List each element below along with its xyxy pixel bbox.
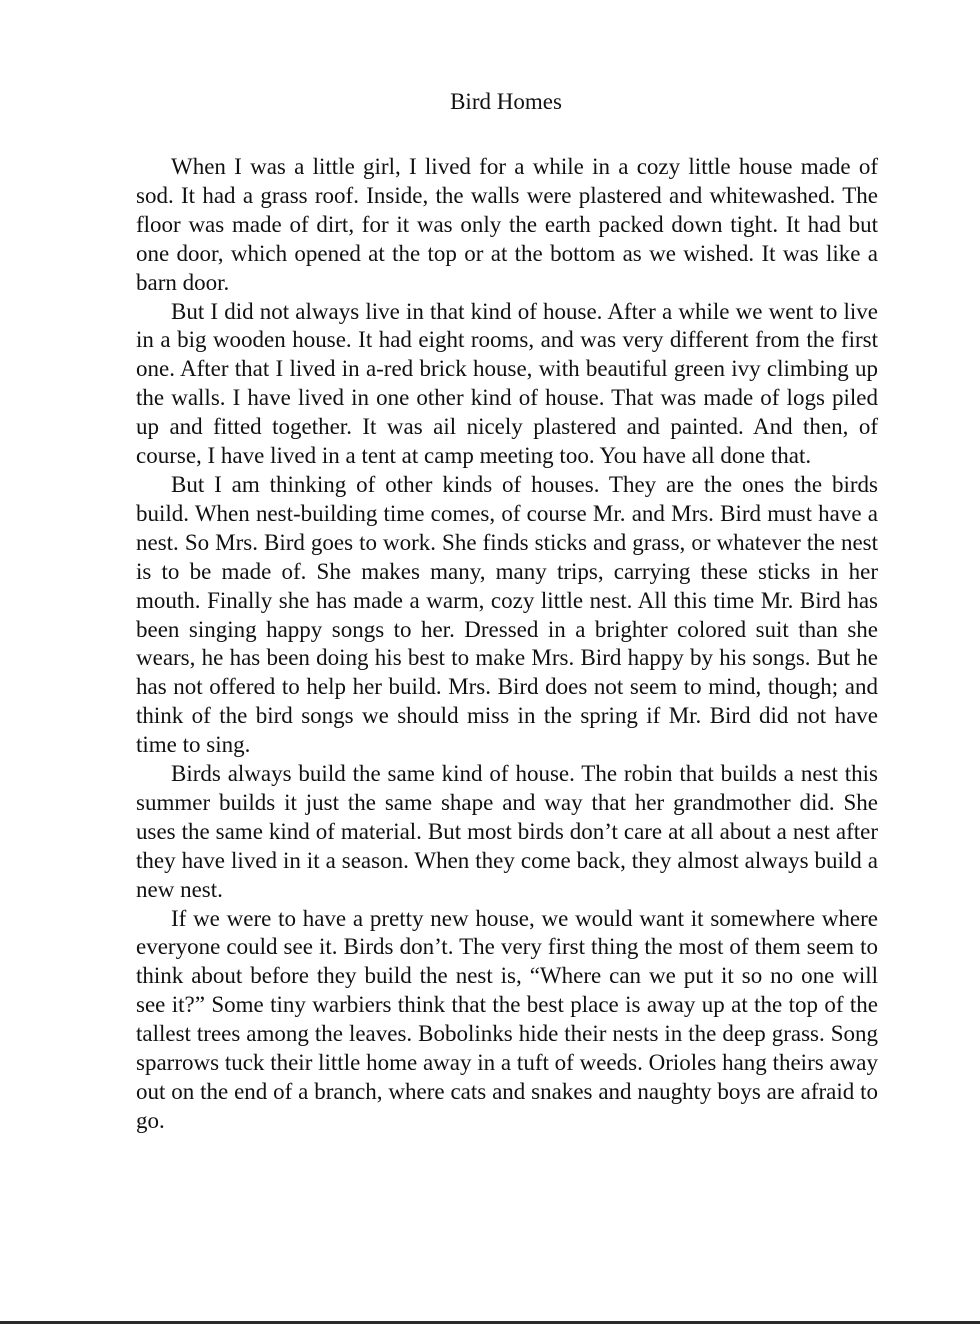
paragraph-3: But I am thinking of other kinds of houses. They are the ones the birds build. When nest-building time comes, of course Mr. and Mrs. Bird must have a nest. So Mrs. Bird goes to work. She finds sticks and grass, or whatever the nest is to be made of. She makes many, many trips, carrying these sticks in her mouth. Finally she has made a warm, cozy little nest. All this time Mr. Bird has been singing happy songs to her. Dressed in a brighter colored suit than she wears, he has been doing his best to make Mrs. Bird happy by his songs. But he has not offered to help her build. Mrs. Bird does not seem to mind, though; and think of the bird songs we should miss in the spring if Mr. Bird did not have time to sing.	[136, 471, 878, 758]
body-text	[136, 153, 878, 1136]
paragraph-4: Birds always build the same kind of house. The robin that builds a nest this summer builds it just the same shape and way that her grandmother did. She uses the same kind of material. But most birds don’t care at all about a nest after they have lived in it a season. When they come back, they almost always build a new nest.	[136, 761, 878, 902]
paragraph-2: But I did not always live in that kind of house. After a while we went to live in a big wooden house. It had eight rooms, and was very different from the first one. After that I lived in a-red brick house, with beautiful green ivy climbing up the walls. I have lived in one other kind of house. That was made of logs piled up and fitted together. It was ail nicely plastered and painted. And then, of course, I have lived in a tent at camp meeting too. You have all done that.	[136, 298, 878, 469]
paragraph-1: When I was a little girl, I lived for a while in a cozy little house made of sod. It had a grass roof. Inside, the walls were plastered and whitewashed. The floor was made of dirt, for it was only the earth packed down tight. It had but one door, which opened at the top or at the bottom as we wished. It was like a barn door.	[136, 154, 878, 295]
paragraph-5: If we were to have a pretty new house, we would want it somewhere where everyone could see it. Birds don’t. The very first thing the most of them seem to think about before they build the nest is, “Where can we put it so no one will see it?” Some tiny warbiers think that the best place is away up at the top of the tallest trees among the leaves. Bobolinks hide their nests in the deep grass. Song sparrows tuck their little home away in a tuft of weeds. Orioles hang theirs away out on the end of a branch, where cats and snakes and naughty boys are afraid to go.	[136, 905, 878, 1133]
page-title: Bird Homes	[450, 89, 562, 114]
